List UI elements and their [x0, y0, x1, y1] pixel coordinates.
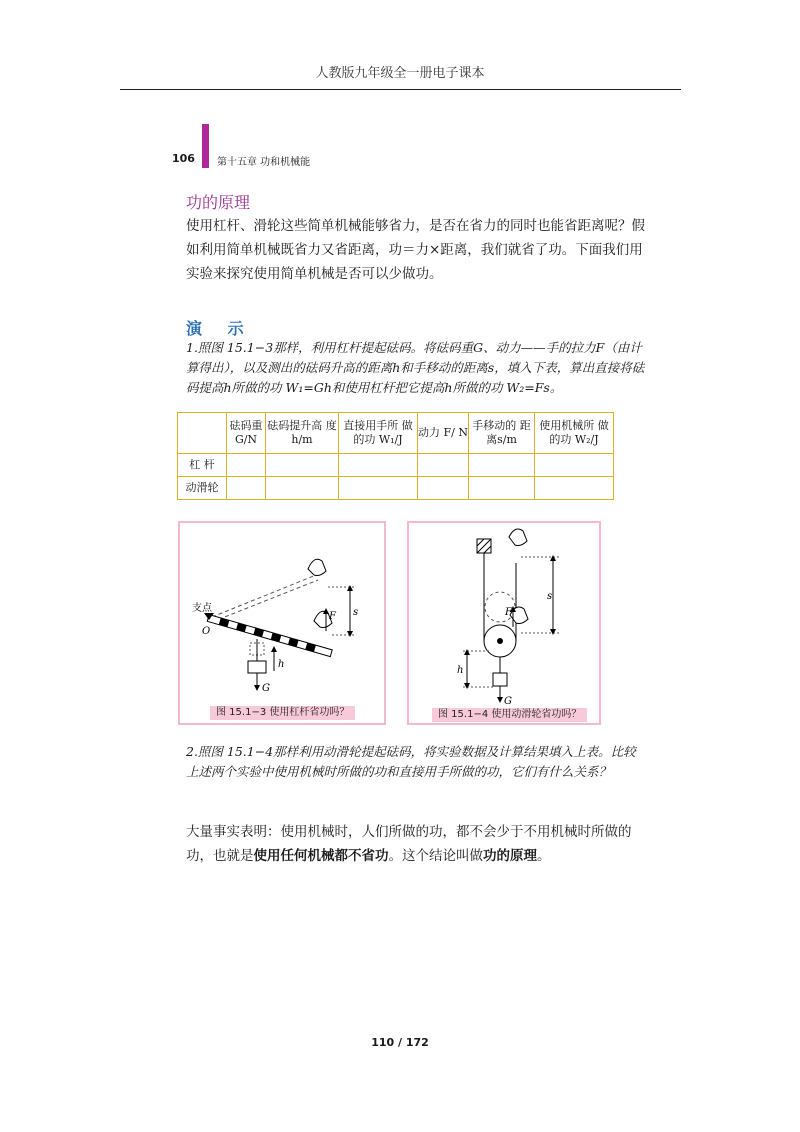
conclusion-paragraph: [186, 820, 646, 868]
weight-label: G: [504, 696, 512, 707]
table-cell: [535, 454, 614, 477]
table-cell: [418, 454, 469, 477]
table-cell: [535, 477, 614, 500]
hand-icon: [509, 529, 527, 546]
hand-icon: [308, 559, 326, 575]
table-cell: [266, 477, 339, 500]
table-header-cell: 手移动的 距离s/m: [469, 413, 535, 454]
data-table: [177, 412, 614, 500]
distance-label: s: [353, 607, 359, 618]
table-row: [178, 477, 614, 500]
table-cell: [418, 477, 469, 500]
figure-caption-lever: 图 15.1−3 使用杠杆省功吗？: [210, 706, 355, 720]
demo-step-1: 1.照图 15.1−3那样，利用杠杆提起砝码。将砝码重G、动力——手的拉力F（由计算得出），以及测出的砝码升高的距离h和手移动的距离s，填入下表，算出直接将砝码提高h所做的功 W₁=Gh和使用杠杆把它提高h所做的功 W₂=Fs。: [186, 340, 645, 395]
figure-lever: [178, 521, 386, 725]
height-label: h: [278, 659, 285, 670]
chapter-accent-bar: [202, 124, 209, 168]
table-cell: [469, 454, 535, 477]
table-header-cell: 动力 F/ N: [418, 413, 469, 454]
distance-label: s: [547, 591, 553, 602]
weight-label: G: [262, 683, 270, 694]
table-header-cell: 砝码提升高 度h/m: [266, 413, 339, 454]
principle-of-work-term: 功的原理: [483, 848, 537, 864]
figure-caption-pulley: 图 15.1−4 使用动滑轮省功吗？: [432, 708, 587, 722]
table-cell: [227, 477, 266, 500]
table-cell: 杠 杆: [178, 454, 227, 477]
table-cell: [266, 454, 339, 477]
table-cell: [339, 454, 418, 477]
pivot-label: 支点: [192, 603, 212, 614]
document-header: 人教版九年级全一册电子课本: [315, 66, 485, 81]
conclusion-text: 大量事实表明：使用机械时，人们所做的功，都不会少于不用机械时所做的功，也就是: [186, 824, 632, 864]
demo-step-2: 2.照图 15.1−4那样利用动滑轮提起砝码，将实验数据及计算结果填入上表。比较上述两个实验中使用机械时所做的功和直接用手所做的功，它们有什么关系？: [186, 744, 636, 779]
table-header-cell: 直接用手所 做的功 W₁/J: [339, 413, 418, 454]
header-rule: [120, 89, 681, 90]
table-cell: [469, 477, 535, 500]
table-header-cell: 砝码重 G/N: [227, 413, 266, 454]
force-label: F: [329, 611, 336, 622]
chapter-title: 第十五章 功和机械能: [217, 157, 311, 168]
figure-pulley: [407, 521, 601, 725]
conclusion-text: 。: [537, 848, 551, 864]
conclusion-text: 。这个结论叫做: [388, 848, 483, 864]
lever-diagram: [180, 523, 384, 723]
conclusion-bold-statement: 使用任何机械都不省功: [253, 848, 389, 864]
table-cell: [227, 454, 266, 477]
table-cell: [339, 477, 418, 500]
height-label: h: [457, 665, 464, 676]
force-label: F: [505, 607, 512, 618]
table-header-cell: 使用机械所 做的功 W₂/J: [535, 413, 614, 454]
table-header-cell: [178, 413, 227, 454]
pulley-diagram: [409, 523, 599, 723]
pivot-point-label: O: [202, 626, 211, 637]
intro-paragraph: 使用杠杆、滑轮这些简单机械能够省力，是否在省力的同时也能省距离呢？假如利用简单机械既省力又省距离，功＝力×距离，我们就省了功。下面我们用实验来探究使用简单机械是否可以少做功。: [186, 218, 645, 282]
section-title-demo: 演 示: [186, 319, 254, 338]
section-title-work-principle: 功的原理: [186, 193, 251, 212]
table-header-row: [178, 413, 614, 454]
pagination: 110 / 172: [371, 1036, 429, 1049]
book-page-number: 106: [172, 152, 195, 165]
table-cell: 动滑轮: [178, 477, 227, 500]
table-row: [178, 454, 614, 477]
